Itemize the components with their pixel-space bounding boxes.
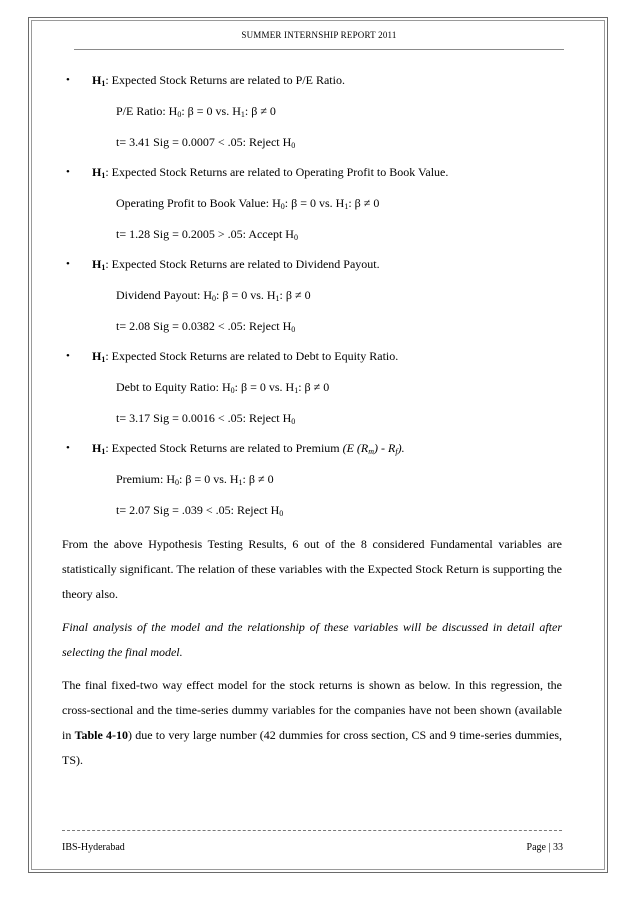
hypothesis-test: Dividend Payout: $H_0$: β = 0 vs. $H_1$: β ≠ 0	[116, 288, 311, 303]
bullet-icon: •	[66, 442, 70, 454]
hypothesis-result: t= 3.41 Sig = 0.0007 < .05: Reject $H_0$	[116, 135, 296, 150]
hypothesis-test: Premium: $H_0$: β = 0 vs. $H_1$: β ≠ 0	[116, 472, 274, 487]
summary-paragraph: From the above Hypothesis Testing Results, 6 out of the 8 considered Fundamental variables are statistically significant. The relation of these variables with the Expected Stock Return is supporting the theory also.	[62, 537, 562, 601]
footer-rule	[62, 830, 562, 831]
footer-institution: IBS-Hyderabad	[62, 842, 125, 853]
page-content	[62, 72, 562, 773]
hypothesis-result: t= 3.17 Sig = 0.0016 < .05: Reject $H_0$	[116, 411, 296, 426]
header-rule	[74, 49, 564, 50]
hypothesis-item	[62, 256, 562, 336]
hypothesis-test: P/E Ratio: $H_0$: β = 0 vs. $H_1$: β ≠ 0	[116, 104, 276, 119]
bullet-icon: •	[66, 350, 70, 362]
page-header: SUMMER INTERNSHIP REPORT 2011	[241, 30, 397, 40]
bullet-icon: •	[66, 258, 70, 270]
hypothesis-statement: • $H_1$: Expected Stock Returns are related to Premium (E $(R_m) - R_f$).	[66, 441, 405, 456]
hypothesis-result: t= 2.07 Sig = .039 < .05: Reject $H_0$	[116, 503, 284, 518]
hypothesis-statement: • $H_1$: Expected Stock Returns are related to Debt to Equity Ratio.	[66, 349, 399, 364]
hypothesis-statement: • $H_1$: Expected Stock Returns are related to Operating Profit to Book Value.	[66, 165, 449, 180]
table-reference: Table 4-10	[74, 728, 129, 742]
hypothesis-item	[62, 164, 562, 244]
hypothesis-statement: • $H_1$: Expected Stock Returns are related to P/E Ratio.	[66, 73, 345, 88]
hypothesis-statement: • $H_1$: Expected Stock Returns are related to Dividend Payout.	[66, 257, 380, 272]
analysis-note-paragraph: Final analysis of the model and the relationship of these variables will be discussed in detail after selecting the final model.	[62, 620, 562, 659]
hypothesis-item	[62, 440, 562, 520]
bullet-icon: •	[66, 166, 70, 178]
footer-page-number: Page | 33	[526, 842, 563, 853]
bullet-icon: •	[66, 74, 70, 86]
hypothesis-item	[62, 72, 562, 152]
hypothesis-result: t= 1.28 Sig = 0.2005 > .05: Accept $H_0$	[116, 227, 298, 242]
model-description-paragraph: The final fixed-two way effect model for the stock returns is shown as below. In this regression, the cross-sectional and the time-series dummy variables for the companies have not been shown (available in Table 4-10) due to very large number (42 dummies for cross section, CS and 9 time-series dummies, TS).	[62, 678, 562, 767]
hypothesis-test: Operating Profit to Book Value: $H_0$: β = 0 vs. $H_1$: β ≠ 0	[116, 196, 380, 211]
hypothesis-test: Debt to Equity Ratio: $H_0$: β = 0 vs. $H_1$: β ≠ 0	[116, 380, 330, 395]
hypothesis-item	[62, 348, 562, 428]
hypothesis-result: t= 2.08 Sig = 0.0382 < .05: Reject $H_0$	[116, 319, 296, 334]
